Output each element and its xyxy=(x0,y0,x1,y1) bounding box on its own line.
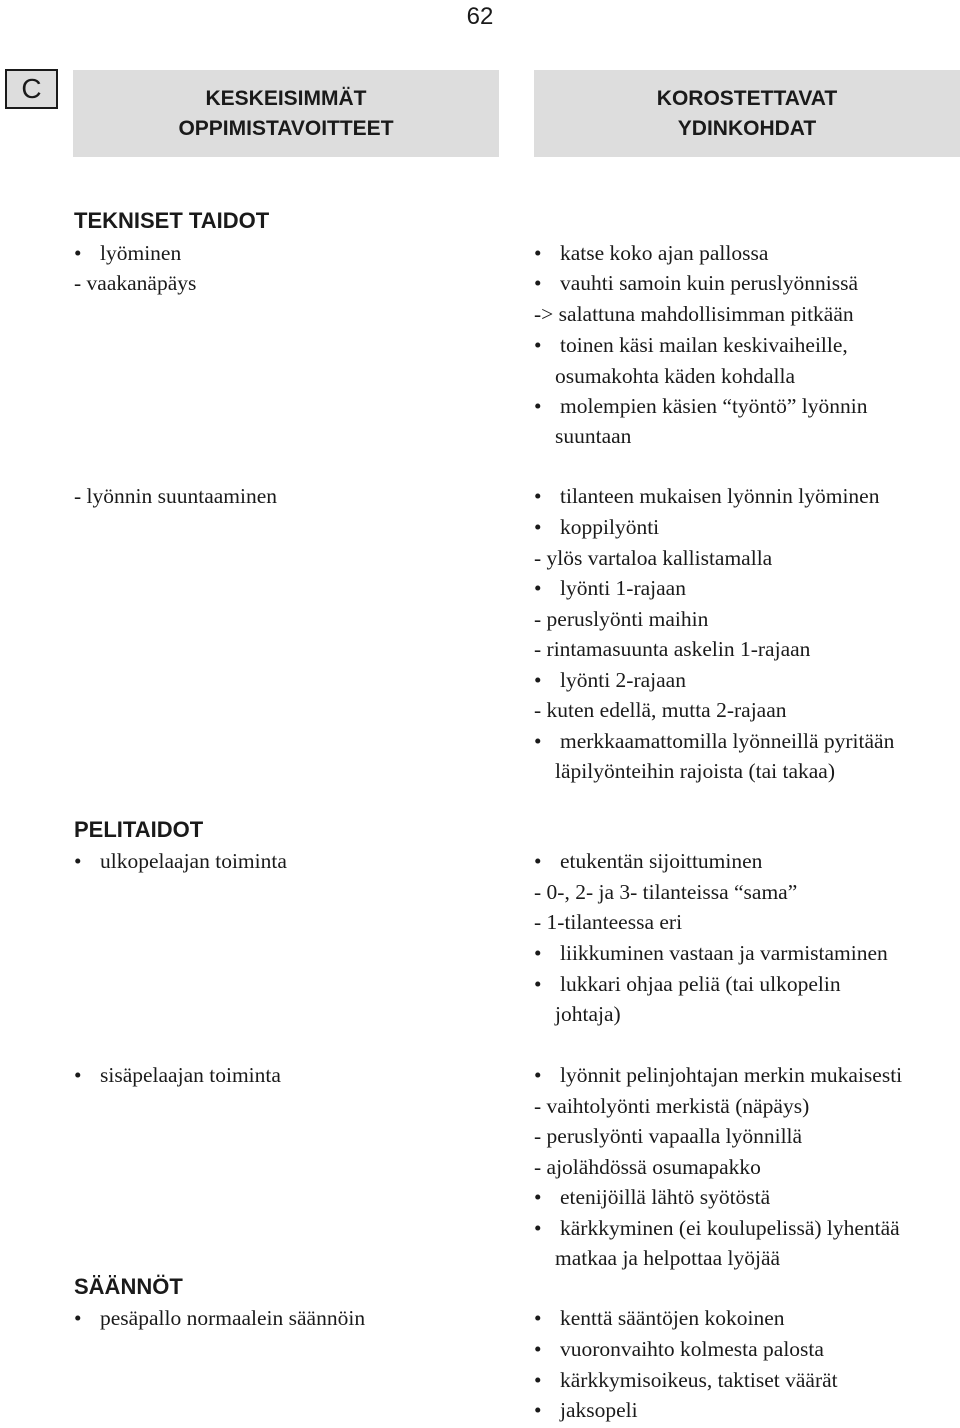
bullet-marker: • xyxy=(74,849,82,873)
key-point-text: osumakohta käden kohdalla xyxy=(555,364,796,388)
key-point-text: - kuten edellä, mutta 2-rajaan xyxy=(534,698,787,722)
key-point-text: jaksopeli xyxy=(560,1398,638,1422)
key-point-item xyxy=(534,969,841,999)
bullet-marker: • xyxy=(534,849,542,873)
bullet-marker: • xyxy=(534,1368,542,1392)
key-point-text: matkaa ja helpottaa lyöjää xyxy=(555,1246,781,1270)
key-point-item xyxy=(534,1303,785,1333)
key-point-item xyxy=(534,907,682,937)
key-point-item xyxy=(534,665,686,695)
header-key-points xyxy=(534,70,960,157)
key-point-text: lyönti 2-rajaan xyxy=(560,668,686,692)
objective-item xyxy=(74,1303,365,1333)
key-point-text: lukkari ohjaa peliä (tai ulkopelin xyxy=(560,972,841,996)
section-letter: C xyxy=(5,69,58,109)
objective-heading xyxy=(74,206,269,236)
key-point-text: tilanteen mukaisen lyönnin lyöminen xyxy=(560,484,880,508)
key-point-item xyxy=(534,846,762,876)
key-point-item xyxy=(534,512,659,542)
key-point-item xyxy=(534,1060,902,1090)
bullet-marker: • xyxy=(534,1185,542,1209)
key-point-item xyxy=(534,481,879,511)
objective-heading xyxy=(74,815,203,845)
key-point-text: johtaja) xyxy=(555,1002,621,1026)
key-point-text: toinen käsi mailan keskivaiheille, xyxy=(560,333,848,357)
bullet-marker: • xyxy=(534,729,542,753)
key-point-item xyxy=(555,421,631,451)
key-point-text: - ylös vartaloa kallistamalla xyxy=(534,546,773,570)
bullet-marker: • xyxy=(534,515,542,539)
key-point-item xyxy=(534,299,854,329)
key-point-text: etukentän sijoittuminen xyxy=(560,849,763,873)
bullet-marker: • xyxy=(534,668,542,692)
key-point-item xyxy=(534,1121,802,1151)
key-point-item xyxy=(534,330,848,360)
key-point-item xyxy=(534,634,810,664)
objective-text: - lyönnin suuntaaminen xyxy=(74,484,278,508)
bullet-marker: • xyxy=(534,271,542,295)
key-point-text: koppilyönti xyxy=(560,515,660,539)
objective-item xyxy=(74,846,287,876)
bullet-marker: • xyxy=(534,1306,542,1330)
bullet-marker: • xyxy=(534,576,542,600)
bullet-marker: • xyxy=(74,241,82,265)
bullet-marker: • xyxy=(74,1063,82,1087)
objective-text: pesäpallo normaalein säännöin xyxy=(100,1306,366,1330)
objective-text: - vaakanäpäys xyxy=(74,271,197,295)
header-key-points-line-2: YDINKOHDAT xyxy=(677,116,817,140)
key-point-item xyxy=(534,604,708,634)
key-point-item xyxy=(534,877,797,907)
page-number: 62 xyxy=(466,3,494,30)
key-point-item xyxy=(534,543,772,573)
key-point-item xyxy=(534,938,888,968)
key-point-item xyxy=(534,268,858,298)
key-point-text: vuoronvaihto kolmesta palosta xyxy=(560,1337,824,1361)
objective-text: TEKNISET TAIDOT xyxy=(74,208,270,233)
key-point-text: molempien käsien “työntö” lyönnin xyxy=(560,394,868,418)
key-point-text: kenttä sääntöjen kokoinen xyxy=(560,1306,785,1330)
key-point-text: etenijöillä lähtö syötöstä xyxy=(560,1185,771,1209)
objective-text: sisäpelaajan toiminta xyxy=(100,1063,281,1087)
bullet-marker: • xyxy=(74,1306,82,1330)
key-point-item xyxy=(534,391,868,421)
key-point-item xyxy=(555,1243,780,1273)
bullet-marker: • xyxy=(534,1216,542,1240)
objective-heading xyxy=(74,1272,183,1302)
header-objectives xyxy=(73,70,499,157)
key-point-text: merkkaamattomilla lyönneillä pyritään xyxy=(560,729,895,753)
key-point-text: suuntaan xyxy=(555,424,632,448)
key-point-item xyxy=(534,1334,824,1364)
key-point-item xyxy=(534,1152,761,1182)
key-point-text: -> salattuna mahdollisimman pitkään xyxy=(534,302,854,326)
key-point-text: - vaihtolyönti merkistä (näpäys) xyxy=(534,1094,810,1118)
key-point-item xyxy=(534,1091,809,1121)
key-point-text: kärkkymisoikeus, taktiset väärät xyxy=(560,1368,838,1392)
objective-text: PELITAIDOT xyxy=(74,817,204,842)
key-point-text: läpilyönteihin rajoista (tai takaa) xyxy=(555,759,835,783)
objective-item xyxy=(74,1060,281,1090)
objective-text: SÄÄNNÖT xyxy=(74,1274,183,1299)
key-point-text: - peruslyönti vapaalla lyönnillä xyxy=(534,1124,803,1148)
key-point-item xyxy=(534,1182,770,1212)
key-point-text: kärkkyminen (ei koulupelissä) lyhentää xyxy=(560,1216,900,1240)
key-point-text: - peruslyönti maihin xyxy=(534,607,709,631)
header-objectives-line-2: OPPIMISTAVOITTEET xyxy=(178,116,394,140)
key-point-item xyxy=(534,1213,900,1243)
key-point-item xyxy=(555,999,621,1029)
key-point-text: katse koko ajan pallossa xyxy=(560,241,769,265)
key-point-item xyxy=(534,238,768,268)
bullet-marker: • xyxy=(534,484,542,508)
key-point-text: - ajolähdössä osumapakko xyxy=(534,1155,761,1179)
key-point-text: lyönti 1-rajaan xyxy=(560,576,686,600)
key-point-text: liikkuminen vastaan ja varmistaminen xyxy=(560,941,888,965)
bullet-marker: • xyxy=(534,1063,542,1087)
objective-text: lyöminen xyxy=(100,241,182,265)
bullet-marker: • xyxy=(534,1398,542,1422)
bullet-marker: • xyxy=(534,333,542,357)
bullet-marker: • xyxy=(534,941,542,965)
objective-item xyxy=(74,238,181,268)
key-point-text: lyönnit pelinjohtajan merkin mukaisesti xyxy=(560,1063,903,1087)
key-point-item xyxy=(555,361,795,391)
key-point-item xyxy=(534,1395,638,1425)
key-point-text: - 1-tilanteessa eri xyxy=(534,910,683,934)
bullet-marker: • xyxy=(534,972,542,996)
key-point-text: vauhti samoin kuin peruslyönnissä xyxy=(560,271,858,295)
header-key-points-line-1: KOROSTETTAVAT xyxy=(656,86,838,110)
key-point-item xyxy=(555,756,835,786)
key-point-item xyxy=(534,1365,838,1395)
key-point-text: - 0-, 2- ja 3- tilanteissa “sama” xyxy=(534,880,798,904)
key-point-item xyxy=(534,573,686,603)
bullet-marker: • xyxy=(534,241,542,265)
objective-text: ulkopelaajan toiminta xyxy=(100,849,287,873)
objective-item xyxy=(74,268,196,298)
key-point-item xyxy=(534,726,894,756)
header-objectives-line-1: KESKEISIMMÄT xyxy=(205,86,367,110)
objective-item xyxy=(74,481,277,511)
key-point-item xyxy=(534,695,787,725)
bullet-marker: • xyxy=(534,1337,542,1361)
bullet-marker: • xyxy=(534,394,542,418)
key-point-text: - rintamasuunta askelin 1-rajaan xyxy=(534,637,811,661)
